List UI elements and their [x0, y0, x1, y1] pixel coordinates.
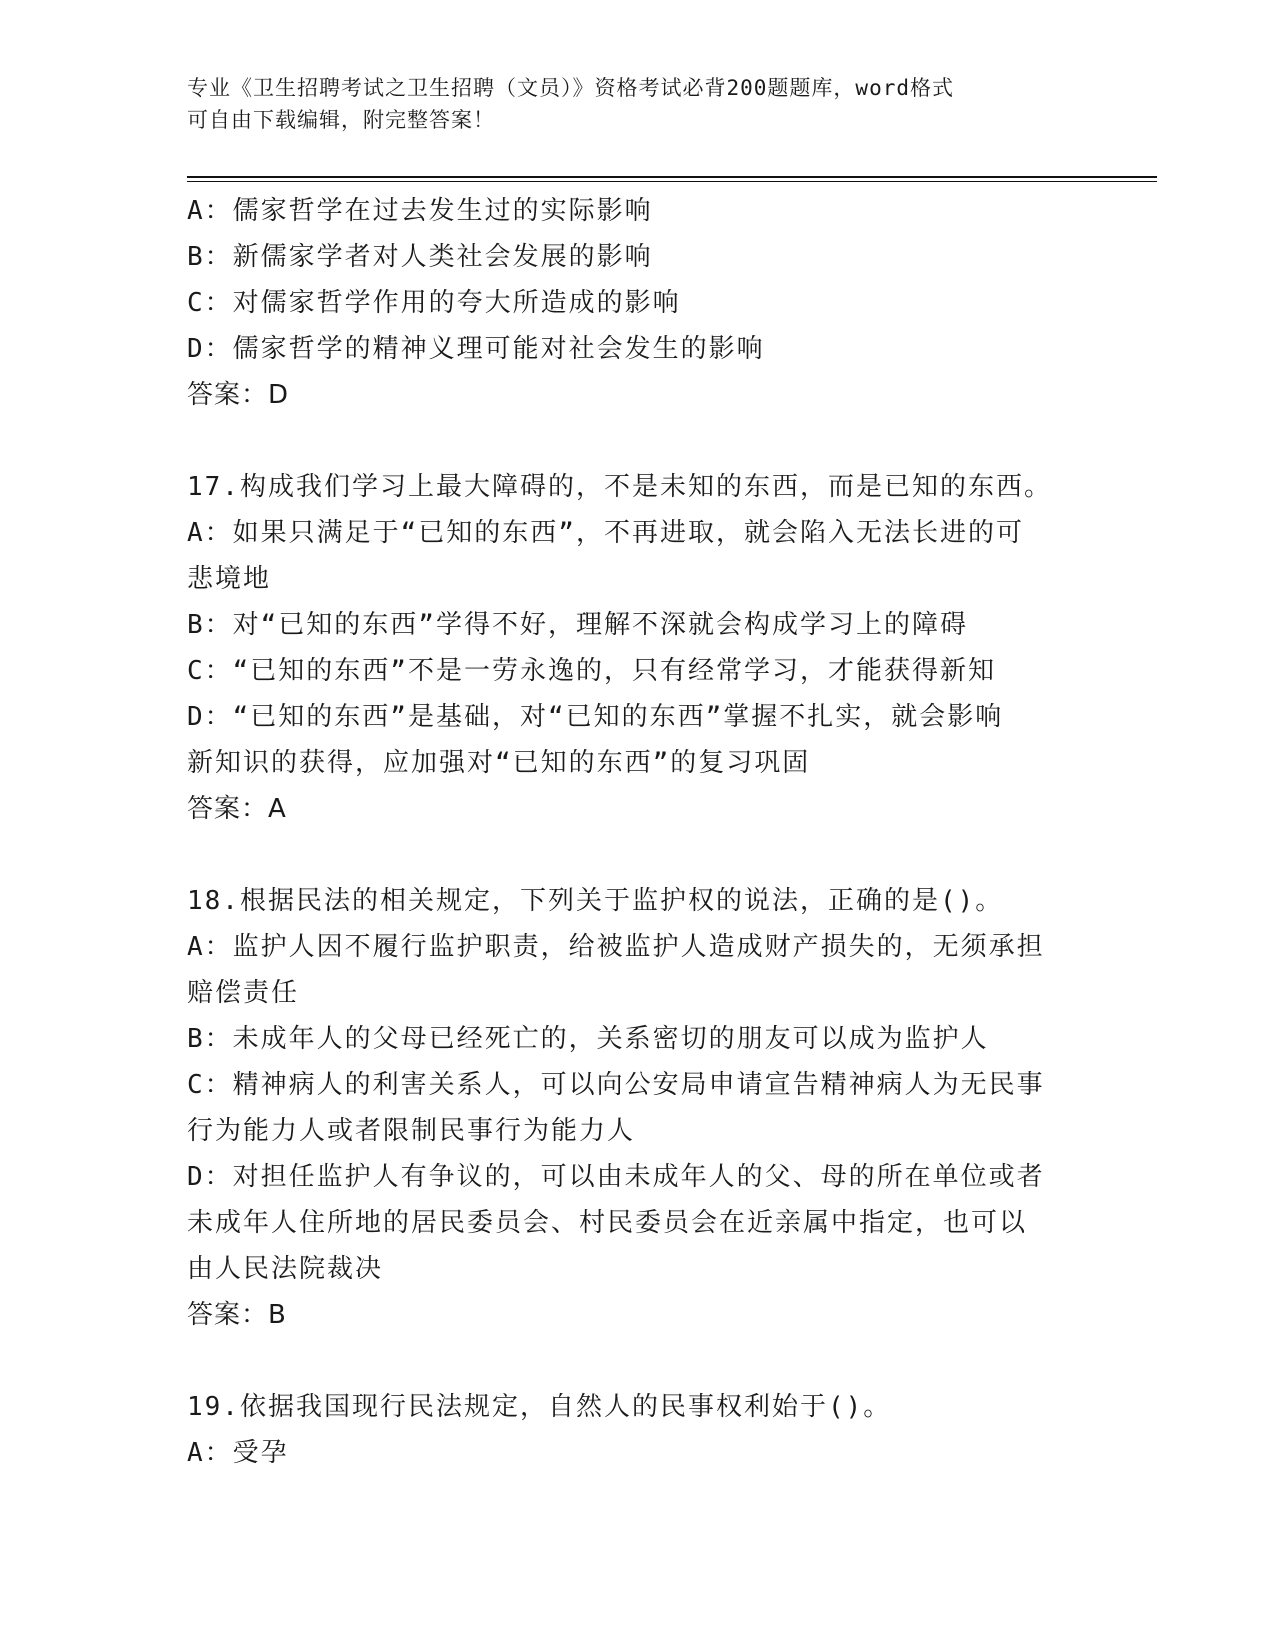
- spacer: [187, 418, 1087, 464]
- option-a: A：监护人因不履行监护职责，给被监护人造成财产损失的，无须承担: [187, 932, 1045, 962]
- answer-line: 答案：A: [187, 794, 287, 824]
- option-a-continued: 悲境地: [187, 564, 272, 594]
- option-a: A：如果只满足于“已知的东西”，不再进取，就会陷入无法长进的可: [187, 518, 1024, 548]
- option-c: C：精神病人的利害关系人，可以向公安局申请宣告精神病人为无民事: [187, 1070, 1045, 1100]
- question-text: 17.构成我们学习上最大障碍的，不是未知的东西，而是已知的东西。: [187, 472, 1052, 502]
- question-list: [187, 188, 1087, 1476]
- option-b: B：对“已知的东西”学得不好，理解不深就会构成学习上的障碍: [187, 610, 968, 640]
- option-d-continued: 新知识的获得，应加强对“已知的东西”的复习巩固: [187, 748, 811, 778]
- header-divider-thick: [187, 176, 1157, 178]
- option-d: D：儒家哲学的精神义理可能对社会发生的影响: [187, 334, 765, 364]
- header-divider-thin: [187, 181, 1157, 182]
- question-text: 18.根据民法的相关规定，下列关于监护权的说法，正确的是()。: [187, 886, 1004, 916]
- spacer: [187, 832, 1087, 878]
- option-c: C：“已知的东西”不是一劳永逸的，只有经常学习，才能获得新知: [187, 656, 996, 686]
- option-d-continued: 未成年人住所地的居民委员会、村民委员会在近亲属中指定，也可以: [187, 1208, 1028, 1238]
- option-c-continued: 行为能力人或者限制民事行为能力人: [187, 1116, 636, 1146]
- header-line-2: 可自由下载编辑，附完整答案！: [187, 108, 495, 132]
- answer-line: 答案：B: [187, 1300, 287, 1330]
- option-a-continued: 赔偿责任: [187, 978, 300, 1008]
- document-header: [187, 72, 1067, 136]
- option-c: C：对儒家哲学作用的夸大所造成的影响: [187, 288, 681, 318]
- option-a: A：受孕: [187, 1438, 289, 1468]
- option-a: A：儒家哲学在过去发生过的实际影响: [187, 196, 653, 226]
- question-19-block: [187, 1384, 1087, 1476]
- header-line-1: 专业《卫生招聘考试之卫生招聘（文员）》资格考试必背200题题库，word格式: [187, 76, 954, 100]
- option-b: B：未成年人的父母已经死亡的，关系密切的朋友可以成为监护人: [187, 1024, 989, 1054]
- question-text: 19.依据我国现行民法规定，自然人的民事权利始于()。: [187, 1392, 892, 1422]
- answer-line: 答案：D: [187, 380, 290, 410]
- option-d: D：“已知的东西”是基础，对“已知的东西”掌握不扎实，就会影响: [187, 702, 1004, 732]
- question-17-block: [187, 464, 1087, 832]
- option-d: D：对担任监护人有争议的，可以由未成年人的父、母的所在单位或者: [187, 1162, 1045, 1192]
- option-d-continued-2: 由人民法院裁决: [187, 1254, 384, 1284]
- question-16-block: [187, 188, 1087, 418]
- question-18-block: [187, 878, 1087, 1338]
- spacer: [187, 1338, 1087, 1384]
- option-b: B：新儒家学者对人类社会发展的影响: [187, 242, 653, 272]
